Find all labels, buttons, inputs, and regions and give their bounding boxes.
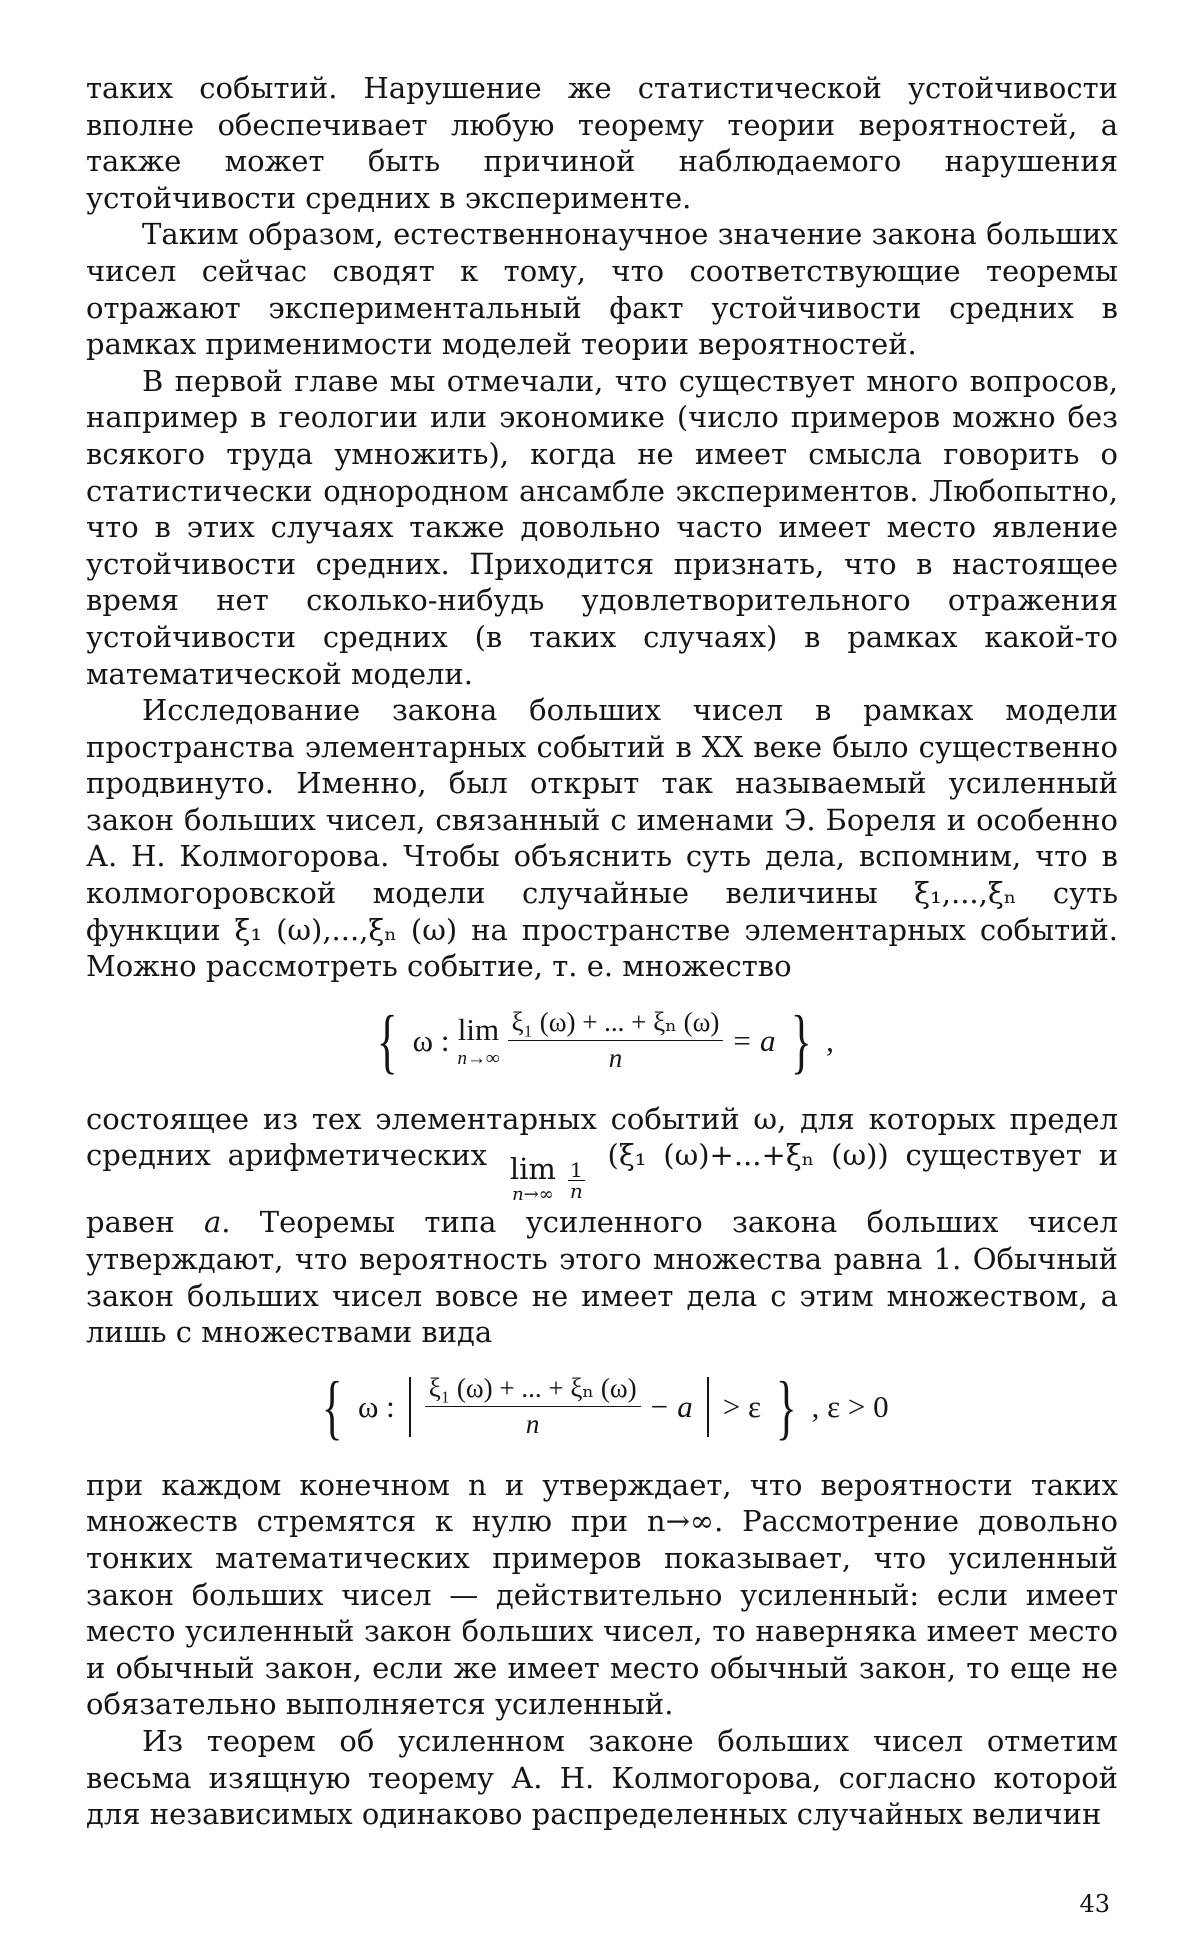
formula-trail: , [826, 1022, 834, 1058]
paragraph-4: Исследование закона больших чисел в рамках модели пространства элементарных событий в XX веке было существенно продвинуто. Именно, был открыт так называемый усиленный закон больших чисел, связанный с именами Э. Бореля и особенно А. Н. Колмогорова. Чтобы объяснить суть дела, вспомним, что в колмогоровской модели случайные величины ξ₁,...,ξₙ суть функции ξ₁ (ω),...,ξₙ (ω) на пространстве элементарных событий. Можно рассмотреть событие, т. е. множество [86, 693, 1118, 984]
p5-post: . Теоремы типа усиленного закона больших чисел утверждают, что вероятность этого множества равна 1. Обычный закон больших чисел вовсе не имеет дела с этим множеством, а лишь с множествами вида [86, 1205, 1119, 1350]
p5-frac-den: n [569, 1179, 583, 1204]
p5-limit [509, 1152, 556, 1206]
formula2-abs-right [707, 1377, 709, 1437]
p5-lim-sub: n→∞ [512, 1184, 554, 1206]
formula-weak-lln-set [86, 1366, 1118, 1447]
paragraph-6: при каждом конечном n и утверждает, что вероятности таких множеств стремятся к нулю при n→∞. Рассмотрение довольно тонких математических примеров показывает, что усиленный закон больших чисел — действительно усиленный: если имеет место усиленный закон больших чисел, то наверняка имеет место и обычный закон, если же имеет место обычный закон, то еще не обязательно выполняется усиленный. [86, 1467, 1118, 1722]
formula2-fraction [425, 1373, 641, 1440]
p5-frac-num: 1 [569, 1158, 583, 1183]
formula2-gt-eps: > ε [722, 1388, 762, 1424]
formula-lim-sub: n→∞ [457, 1047, 500, 1069]
formula2-right-brace: } [775, 1366, 797, 1447]
formula-numerator: ξ₁ (ω) + ... + ξₙ (ω) [508, 1007, 724, 1041]
formula2-left-brace: { [322, 1366, 344, 1447]
paragraph-7: Из теорем об усиленном законе больших чисел отметим весьма изящную теорему А. Н. Колмогорова, согласно которой для независимых одинаково распределенных случайных величин [86, 1723, 1118, 1832]
p5-expr: (ξ₁ (ω)+...+ξₙ (ω)) существует и равен [86, 1138, 1119, 1240]
page-text [86, 70, 1118, 1833]
formula2-denominator: n [525, 1409, 540, 1440]
paragraph-3: В первой главе мы отмечали, что существует много вопросов, например в геологии или экономике (число примеров можно без всякого труда умножить), когда не имеет смысла говорить о статистически однородном ансамбле экспериментов. Любопытно, что в этих случаях также довольно часто имеет место явление устойчивости средних. Приходится признать, что в настоящее время нет сколько-нибудь удовлетворительного отражения устойчивости средних (в таких случаях) в рамках какой-то математической модели. [86, 363, 1118, 691]
page-number: 43 [1079, 1890, 1110, 1918]
formula-denominator: n [608, 1043, 623, 1074]
formula-fraction [508, 1007, 724, 1074]
formula-limit [457, 1011, 500, 1069]
formula-omega: ω : [412, 1022, 450, 1058]
p5-pre: состоящее из тех элементарных событий ω, для которых предел средних арифметических [86, 1101, 1118, 1173]
formula-left-brace: { [377, 1000, 398, 1081]
formula2-minus-a: − a [648, 1388, 693, 1424]
formula-right-brace: } [790, 1000, 812, 1081]
paragraph-2: Таким образом, естественнонаучное значение закона больших чисел сейчас сводят к тому, что соответствующие теоремы отражают экспериментальный факт устойчивости средних в рамках применимости моделей теории вероятностей. [86, 217, 1118, 362]
formula-lim-text: lim [457, 1011, 500, 1047]
paragraph-1: таких событий. Нарушение же статистической устойчивости вполне обеспечивает любую теорему теории вероятностей, а также может быть причиной наблюдаемого нарушения устойчивости средних в эксперименте. [86, 71, 1118, 215]
formula-rhs: = a [731, 1022, 776, 1058]
formula-strong-lln-set [86, 1000, 1118, 1081]
formula2-numerator: ξ₁ (ω) + ... + ξₙ (ω) [425, 1373, 641, 1407]
formula2-abs-left [409, 1377, 411, 1437]
formula2-condition: , ε > 0 [811, 1388, 889, 1424]
p5-lim-text: lim [509, 1152, 556, 1187]
p5-a: a [203, 1205, 222, 1240]
formula2-omega: ω : [357, 1388, 395, 1424]
p5-fraction [568, 1158, 585, 1204]
paragraph-5 [86, 1101, 1118, 1351]
